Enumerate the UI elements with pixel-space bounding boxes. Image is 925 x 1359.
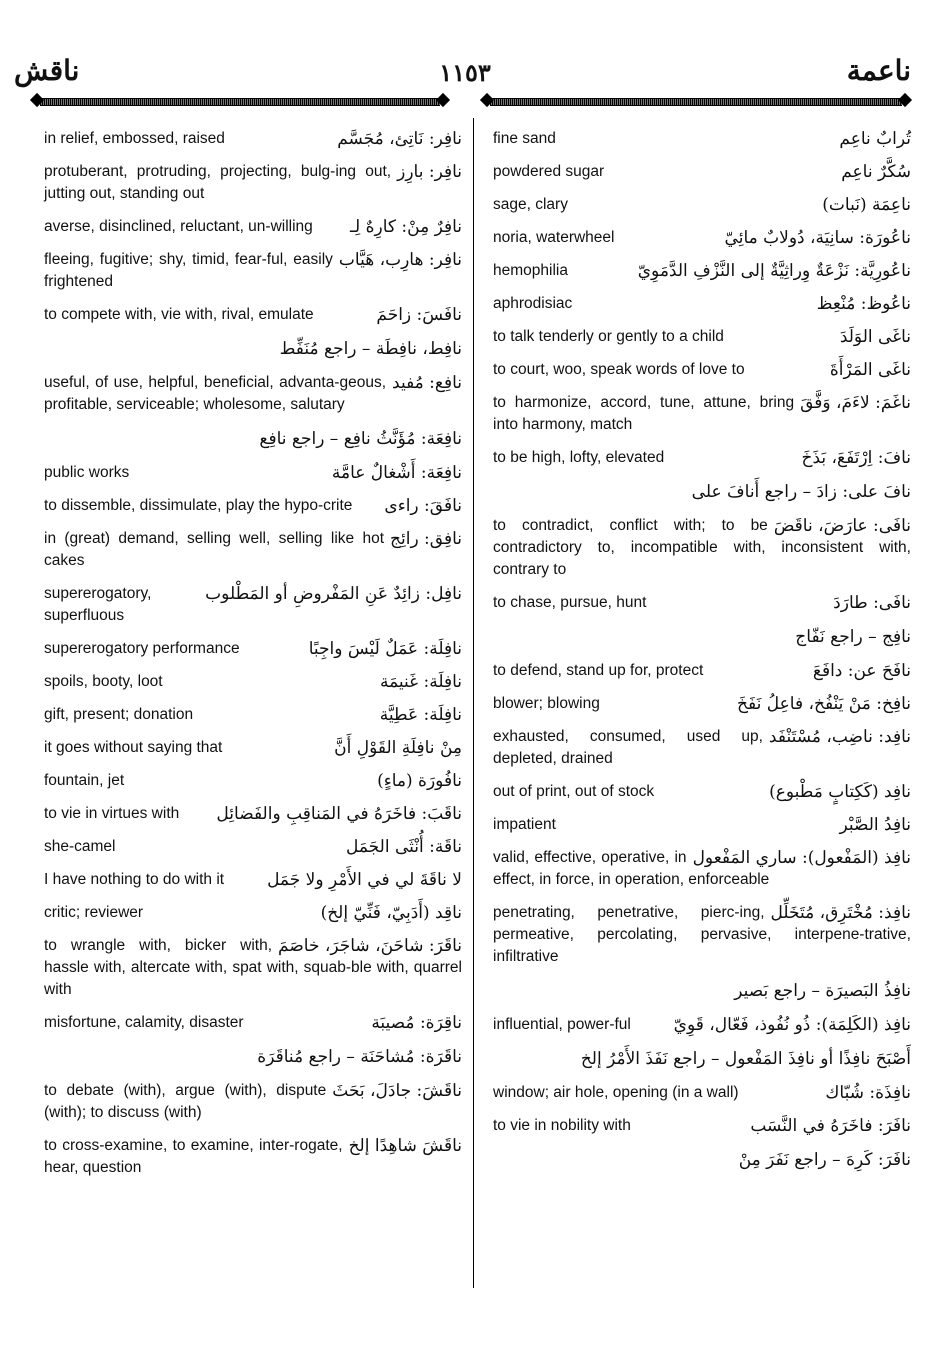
arabic-cross-reference: نافَ على: زادَ – راجع أَنافَ على xyxy=(691,482,911,502)
dictionary-entry xyxy=(44,372,462,416)
dictionary-entry xyxy=(493,515,911,581)
dictionary-entry xyxy=(493,326,911,348)
dictionary-entry xyxy=(44,935,462,1001)
dictionary-entry xyxy=(493,1148,911,1172)
dictionary-entry xyxy=(493,814,911,836)
dictionary-entry xyxy=(493,847,911,891)
dictionary-entry xyxy=(44,1135,462,1179)
arabic-headword: نافِذَة: شُبّاك xyxy=(825,1083,911,1103)
arabic-headword: نافَسَ: زاحَمَ xyxy=(376,305,462,325)
dictionary-entry xyxy=(44,1080,462,1124)
dictionary-entry xyxy=(44,770,462,792)
english-definition: in (great) demand, selling well, selling like hot cakes xyxy=(44,530,385,569)
dictionary-entry xyxy=(44,462,462,484)
header-rule-left xyxy=(30,95,450,107)
english-definition: to debate (with), argue (with), dispute (with); to discuss (with) xyxy=(44,1082,327,1121)
dictionary-entry xyxy=(44,638,462,660)
dictionary-entry xyxy=(493,227,911,249)
arabic-headword: نافِل: زائِدٌ عَنِ المَفْروضِ أو المَطْلوب xyxy=(205,584,462,604)
dictionary-entry xyxy=(493,592,911,614)
arabic-headword: ناعِمَة (نَبات) xyxy=(822,195,911,215)
header-guide-word-right: ناعمة xyxy=(846,54,911,87)
english-definition: to wrangle with, bicker with, hassle with, altercate with, spat with, squab-ble with, quarrel with xyxy=(44,937,462,998)
dictionary-entry xyxy=(493,447,911,469)
arabic-headword: نافِلَة: عَمَلٌ لَيْسَ واجِبًا xyxy=(308,639,462,659)
arabic-headword: ناقَشَ شاهِدًا إلخ xyxy=(348,1136,462,1156)
header-rule-right xyxy=(480,95,912,107)
dictionary-entry xyxy=(493,1115,911,1137)
left-column xyxy=(44,128,462,1190)
dictionary-entry xyxy=(493,625,911,649)
arabic-cross-reference: نافِذُ البَصيرَة – راجع بَصير xyxy=(734,981,911,1001)
english-definition: supererogatory performance xyxy=(44,640,240,657)
dictionary-entry xyxy=(44,337,462,361)
dictionary-entry xyxy=(493,693,911,715)
dictionary-entry xyxy=(44,427,462,451)
arabic-headword: نافِدُ الصَّبْر xyxy=(839,815,911,835)
arabic-headword: نافَ: اِرْتَفَعَ، بَذَخَ xyxy=(801,448,911,468)
dictionary-entry xyxy=(493,480,911,504)
english-definition: to compete with, vie with, rival, emulate xyxy=(44,306,314,323)
arabic-headword: نافَحَ عن: دافَعَ xyxy=(812,661,911,681)
english-definition: spoils, booty, loot xyxy=(44,673,163,690)
english-definition: out of print, out of stock xyxy=(493,783,655,800)
page-number: ١١٥٣ xyxy=(439,58,491,87)
english-definition: to vie in nobility with xyxy=(493,1117,631,1134)
arabic-headword: نافِلَة: غَنيمَة xyxy=(379,672,462,692)
arabic-headword: نافِر: هارِب، هَيَّاب xyxy=(338,250,462,270)
dictionary-entry xyxy=(44,836,462,858)
arabic-cross-reference: نافِط، نافِطَة – راجع مُنَفِّط xyxy=(279,339,462,359)
english-definition: to dissemble, dissimulate, play the hypo-crite xyxy=(44,497,353,514)
arabic-headword: نافَى: عارَضَ، ناقَضَ xyxy=(773,516,911,536)
english-definition: hemophilia xyxy=(493,262,568,279)
english-definition: fountain, jet xyxy=(44,772,125,789)
english-definition: fleeing, fugitive; shy, timid, fear-ful, easily frightened xyxy=(44,251,333,290)
dictionary-entry xyxy=(44,869,462,891)
arabic-headword: ناعُورِيَّة: نَزْعَةٌ وِراثِيَّةٌ إلى النَّزْفِ الدَّمَوِيّ xyxy=(637,261,911,281)
arabic-headword: نافِد: ناضِب، مُسْتَنْفَد xyxy=(768,727,911,747)
dictionary-entry xyxy=(44,737,462,759)
dictionary-entry xyxy=(44,902,462,924)
arabic-headword: ناقَبَ: فاخَرَهُ في المَناقِبِ والفَضائِل xyxy=(216,804,462,824)
english-definition: to court, woo, speak words of love to xyxy=(493,361,745,378)
dictionary-entry xyxy=(493,660,911,682)
english-definition: critic; reviewer xyxy=(44,904,144,921)
english-definition: useful, of use, helpful, beneficial, advanta-geous, profitable, serviceable; wholesome, salutary xyxy=(44,374,387,413)
arabic-headword: نافَقَ: راءى xyxy=(384,496,462,516)
column-divider xyxy=(473,118,474,1288)
dictionary-entry xyxy=(44,528,462,572)
arabic-headword: لا ناقَةَ لي في الأَمْرِ ولا جَمَل xyxy=(267,870,462,890)
arabic-headword: ناقَة: أُنْثَى الجَمَل xyxy=(345,837,462,857)
arabic-headword: نافُورَة (ماءٍ) xyxy=(377,771,462,791)
english-definition: it goes without saying that xyxy=(44,739,223,756)
english-definition: supererogatory, superfluous xyxy=(44,585,152,624)
arabic-headword: نافِر: نَاتِئ، مُجَسَّم xyxy=(337,129,462,149)
dictionary-entry xyxy=(493,260,911,282)
arabic-cross-reference: ناقَرَة: مُشاحَنَة – راجع مُناقَرَة xyxy=(257,1047,462,1067)
english-definition: aphrodisiac xyxy=(493,295,573,312)
dictionary-entry xyxy=(493,392,911,436)
dictionary-entry xyxy=(44,249,462,293)
english-definition: to harmonize, accord, tune, attune, bring into harmony, match xyxy=(493,394,795,433)
arabic-headword: نافِخ: مَنْ يَنْفُخ، فاعِلُ نَفَخَ xyxy=(737,694,911,714)
english-definition: gift, present; donation xyxy=(44,706,194,723)
arabic-headword: نافِلَة: عَطِيَّة xyxy=(379,705,462,725)
arabic-headword: نافِعَة: أَشْغالٌ عامَّة xyxy=(331,463,462,483)
arabic-headword: نافَرَ: فاخَرَهُ في النَّسَب xyxy=(750,1116,911,1136)
arabic-headword: نافِد (كَكِتابٍ مَطْبوع) xyxy=(769,782,911,802)
english-definition: to be high, lofty, elevated xyxy=(493,449,665,466)
dictionary-entry xyxy=(493,293,911,315)
arabic-headword: ناقِد (أَدَبِيّ، فَنِّيّ إلخ) xyxy=(320,903,462,923)
arabic-headword: نافِع: مُفيد xyxy=(392,373,462,393)
arabic-headword: نافِذ: مُخْتَرِق، مُتَخَلِّل xyxy=(770,903,911,923)
dictionary-entry xyxy=(44,128,462,150)
dictionary-entry xyxy=(493,359,911,381)
arabic-headword: نافِذ (الكَلِمَة): ذُو نُفُوذ، فَعّال، قَوِيّ xyxy=(673,1015,911,1035)
dictionary-entry xyxy=(44,671,462,693)
right-column xyxy=(493,128,911,1183)
english-definition: noria, waterwheel xyxy=(493,229,615,246)
english-definition: public works xyxy=(44,464,130,481)
dictionary-entry xyxy=(493,726,911,770)
arabic-cross-reference: أَصْبَحَ نافِذًا أو نافِذَ المَفْعول – راجع نَفَذَ الأَمْرُ إلخ xyxy=(580,1049,911,1069)
arabic-headword: مِنْ نافِلَةِ القَوْلِ أَنَّ xyxy=(334,738,462,758)
english-definition: penetrating, penetrative, pierc-ing, permeative, percolating, pervasive, interpene-trative, infiltrative xyxy=(493,904,911,965)
dictionary-entry xyxy=(44,803,462,825)
dictionary-entry xyxy=(44,304,462,326)
english-definition: powdered sugar xyxy=(493,163,605,180)
dictionary-entry xyxy=(44,1012,462,1034)
arabic-headword: نافِق: رائِج xyxy=(390,529,462,549)
dictionary-entry xyxy=(44,161,462,205)
arabic-headword: ناغَمَ: لاءَمَ، وَفَّقَ xyxy=(800,393,911,413)
arabic-cross-reference: نافِج – راجع نَفّاج xyxy=(795,627,911,647)
english-definition: I have nothing to do with it xyxy=(44,871,225,888)
english-definition: to contradict, conflict with; to be contradictory to, incompatible with, inconsistent with, contrary to xyxy=(493,517,911,578)
arabic-headword: تُرابٌ ناعِم xyxy=(839,129,911,149)
english-definition: to cross-examine, to examine, inter-rogate, hear, question xyxy=(44,1137,343,1176)
english-definition: she-camel xyxy=(44,838,116,855)
arabic-headword: ناقِرَة: مُصيبَة xyxy=(371,1013,462,1033)
arabic-headword: ناقَشَ: جادَلَ، بَحَثَ xyxy=(332,1081,462,1101)
arabic-cross-reference: نافِعَة: مُؤَنَّثُ نافِع – راجع نافِع xyxy=(259,429,462,449)
arabic-cross-reference: نافَرَ: كَرِهَ – راجع نَفَرَ مِنْ xyxy=(738,1150,911,1170)
header-guide-word-left: ناقش xyxy=(14,54,80,87)
dictionary-entry xyxy=(493,161,911,183)
arabic-headword: نافَى: طارَدَ xyxy=(833,593,911,613)
english-definition: protuberant, protruding, projecting, bulg-ing out, jutting out, standing out xyxy=(44,163,392,202)
arabic-headword: ناقَرَ: شاحَنَ، شاجَرَ، خاصَمَ xyxy=(278,936,462,956)
arabic-headword: ناعُورَة: سانِيَة، دُولابٌ مائِيّ xyxy=(724,228,911,248)
english-definition: blower; blowing xyxy=(493,695,600,712)
english-definition: to defend, stand up for, protect xyxy=(493,662,704,679)
dictionary-entry xyxy=(493,902,911,968)
dictionary-entry xyxy=(493,781,911,803)
dictionary-entry xyxy=(493,1047,911,1071)
arabic-headword: نافِذ (المَفْعول): ساري المَفْعول xyxy=(692,848,911,868)
english-definition: in relief, embossed, raised xyxy=(44,130,225,147)
dictionary-entry xyxy=(493,979,911,1003)
arabic-headword: ناغَى المَرْأَةَ xyxy=(829,360,911,380)
dictionary-entry xyxy=(44,216,462,238)
english-definition: window; air hole, opening (in a wall) xyxy=(493,1084,739,1101)
english-definition: impatient xyxy=(493,816,556,833)
dictionary-entry xyxy=(493,1014,911,1036)
english-definition: fine sand xyxy=(493,130,556,147)
english-definition: averse, disinclined, reluctant, un-willing xyxy=(44,218,313,235)
english-definition: to talk tenderly or gently to a child xyxy=(493,328,724,345)
english-definition: to chase, pursue, hunt xyxy=(493,594,647,611)
arabic-headword: ناعُوظ: مُنْعِظ xyxy=(816,294,911,314)
english-definition: to vie in virtues with xyxy=(44,805,180,822)
dictionary-entry xyxy=(493,128,911,150)
english-definition: sage, clary xyxy=(493,196,568,213)
dictionary-entry xyxy=(493,1082,911,1104)
dictionary-entry xyxy=(44,583,462,627)
english-definition: exhausted, consumed, used up, depleted, drained xyxy=(493,728,763,767)
arabic-headword: نافِرٌ مِنْ: كارِهٌ لِـ xyxy=(350,217,462,237)
english-definition: valid, effective, operative, in effect, in force, in operation, enforceable xyxy=(493,849,770,888)
english-definition: misfortune, calamity, disaster xyxy=(44,1014,244,1031)
dictionary-entry xyxy=(493,194,911,216)
arabic-headword: سُكَّرٌ ناعِم xyxy=(841,162,911,182)
dictionary-entry xyxy=(44,704,462,726)
english-definition: influential, power-ful xyxy=(493,1016,631,1033)
dictionary-entry xyxy=(44,1045,462,1069)
arabic-headword: نافِر: بارِز xyxy=(397,162,462,182)
arabic-headword: ناغَى الوَلَدَ xyxy=(839,327,911,347)
dictionary-entry xyxy=(44,495,462,517)
